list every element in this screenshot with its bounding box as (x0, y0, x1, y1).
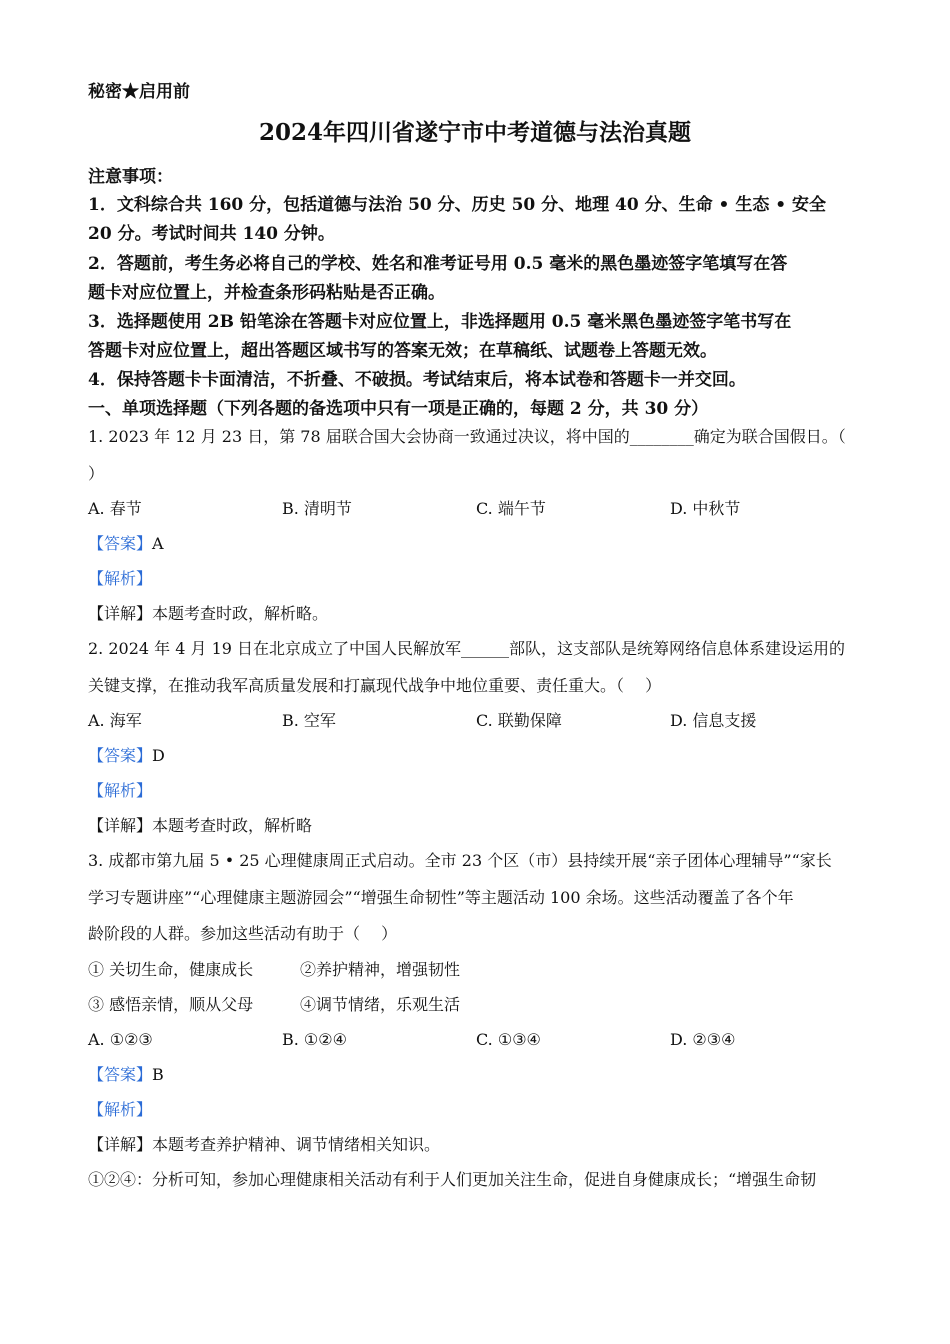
question-stem: 龄阶段的人群。参加这些活动有助于（ ） (88, 924, 398, 943)
option-c: C. ①③④ (476, 1030, 541, 1049)
statement-3: ③ 感悟亲情，顺从父母 (88, 995, 254, 1014)
notice-line: 20 分。考试时间共 140 分钟。 (88, 224, 335, 244)
statement-1: ① 关切生命，健康成长 (88, 960, 254, 979)
option-a: A. ①②③ (88, 1030, 153, 1049)
detail-text: 【详解】本题考查时政，解析略。 (88, 604, 329, 623)
notice-line: 1．文科综合共 160 分，包括道德与法治 50 分、历史 50 分、地理 40 分、生命 • 生态 • 安全 (88, 195, 827, 215)
notice-heading: 注意事项： (88, 167, 173, 187)
answer-line (88, 533, 164, 555)
statement-2: ②养护精神，增强韧性 (300, 960, 461, 979)
answer-line (88, 745, 165, 767)
question-stem: 3. 成都市第九届 5 • 25 心理健康周正式启动。全市 23 个区（市）县持续开展“亲子团体心理辅导”“家长 (88, 851, 832, 870)
answer-value: D (152, 746, 165, 765)
option-d: D. 信息支援 (670, 711, 757, 730)
section-heading: 一、单项选择题（下列各题的备选项中只有一项是正确的，每题 2 分，共 30 分） (88, 399, 709, 419)
analysis-tag: 【解析】 (88, 781, 153, 800)
option-a: A. 海军 (88, 711, 142, 730)
option-b: B. 清明节 (282, 499, 352, 518)
question-stem: 1. 2023 年 12 月 23 日，第 78 届联合国大会协商一致通过决议，将中国的________确定为联合国假日。（ (88, 427, 846, 446)
statement-4: ④调节情绪，乐观生活 (300, 995, 461, 1014)
notice-line: 3．选择题使用 2B 铅笔涂在答题卡对应位置上，非选择题用 0.5 毫米黑色墨迹签字笔书写在 (88, 312, 792, 332)
option-d: D. ②③④ (670, 1030, 736, 1049)
confidential-label: 秘密★启用前 (88, 82, 190, 102)
option-c: C. 联勤保障 (476, 711, 562, 730)
question-stem: 学习专题讲座”“心理健康主题游园会”“增强生命韧性”等主题活动 100 余场。这些活动覆盖了各个年 (88, 888, 794, 907)
page-title: 2024年四川省遂宁市中考道德与法治真题 (258, 119, 691, 146)
answer-tag: 【答案】 (88, 1065, 153, 1084)
detail-text: 【详解】本题考查时政，解析略 (88, 816, 313, 835)
option-b: B. ①②④ (282, 1030, 347, 1049)
question-stem: 关键支撑，在推动我军高质量发展和打赢现代战争中地位重要、责任重大。（ ） (88, 676, 662, 695)
answer-value: A (152, 534, 164, 553)
option-d: D. 中秋节 (670, 499, 741, 518)
notice-line: 4．保持答题卡卡面清洁，不折叠、不破损。考试结束后，将本试卷和答题卡一并交回。 (88, 370, 746, 390)
option-c: C. 端午节 (476, 499, 546, 518)
detail-text: ①②④：分析可知，参加心理健康相关活动有利于人们更加关注生命，促进自身健康成长；“增强生命韧 (88, 1170, 817, 1189)
question-stem: ） (88, 464, 105, 483)
question-stem: 2. 2024 年 4 月 19 日在北京成立了中国人民解放军______部队，这支部队是统筹网络信息体系建设运用的 (88, 639, 846, 658)
answer-value: B (152, 1065, 164, 1084)
option-a: A. 春节 (88, 499, 142, 518)
analysis-tag: 【解析】 (88, 1100, 153, 1119)
answer-tag: 【答案】 (88, 534, 153, 553)
detail-text: 【详解】本题考查养护精神、调节情绪相关知识。 (88, 1135, 441, 1154)
analysis-tag: 【解析】 (88, 569, 153, 588)
notice-line: 题卡对应位置上，并检查条形码粘贴是否正确。 (88, 283, 445, 303)
option-b: B. 空军 (282, 711, 336, 730)
notice-line: 2．答题前，考生务必将自己的学校、姓名和准考证号用 0.5 毫米的黑色墨迹签字笔填写在答 (88, 254, 788, 274)
notice-line: 答题卡对应位置上，超出答题区域书写的答案无效；在草稿纸、试题卷上答题无效。 (88, 341, 717, 361)
answer-tag: 【答案】 (88, 746, 153, 765)
answer-line (88, 1064, 164, 1086)
